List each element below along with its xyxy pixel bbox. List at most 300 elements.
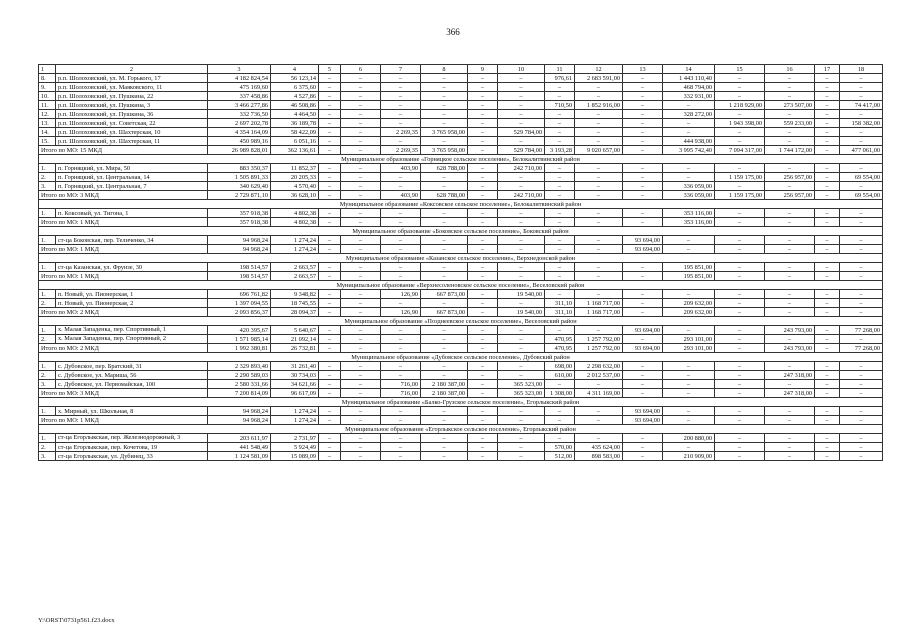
total-cell: – [468, 245, 498, 254]
total-cell: – [545, 218, 575, 227]
total-cell: – [663, 389, 715, 398]
value-cell: – [715, 407, 765, 416]
address-cell: с. Дубовское, пер. Братский, 31 [56, 362, 208, 371]
value-cell: 1 218 929,00 [715, 101, 765, 110]
value-cell: 435 624,00 [575, 443, 623, 452]
value-cell: – [545, 164, 575, 173]
value-cell: – [381, 209, 421, 218]
total-cell: 195 851,00 [663, 272, 715, 281]
value-cell: 209 632,00 [663, 299, 715, 308]
value-cell: 94 968,24 [208, 236, 271, 245]
value-cell: – [498, 173, 545, 182]
total-label: Итого по МО: 3 МКД [39, 389, 208, 398]
value-cell: – [545, 434, 575, 443]
address-cell: р.п. Шолоховский, ул. Пушкина, 22 [56, 92, 208, 101]
value-cell: – [468, 92, 498, 101]
row-number: 3. [39, 452, 56, 461]
value-cell: – [498, 74, 545, 83]
total-cell: 1 744 172,00 [765, 146, 815, 155]
value-cell: 30 734,03 [271, 371, 319, 380]
value-cell: – [715, 74, 765, 83]
page-number: 366 [446, 27, 460, 37]
municipality-name: Муниципальное образование «Казанское сельское поселение», Верхнедонской район [39, 254, 883, 263]
value-cell: 2 290 589,03 [208, 371, 271, 380]
total-cell: – [319, 245, 341, 254]
table-row [39, 119, 883, 128]
value-cell: – [341, 182, 381, 191]
value-cell: – [575, 119, 623, 128]
total-cell: – [381, 344, 421, 353]
total-cell: – [815, 416, 840, 425]
value-cell: 450 989,16 [208, 137, 271, 146]
value-cell: 247 318,00 [765, 371, 815, 380]
total-cell: 36 628,10 [271, 191, 319, 200]
value-cell: – [715, 182, 765, 191]
value-cell: 2 697 202,78 [208, 119, 271, 128]
value-cell: – [765, 92, 815, 101]
value-cell: – [663, 236, 715, 245]
total-cell: – [815, 245, 840, 254]
total-cell: – [545, 272, 575, 281]
value-cell: 1 168 717,00 [575, 299, 623, 308]
value-cell: – [498, 101, 545, 110]
table-row [39, 452, 883, 461]
value-cell: – [715, 164, 765, 173]
total-cell: 4 311 169,00 [575, 389, 623, 398]
table-row [39, 326, 883, 335]
total-row [39, 218, 883, 227]
value-cell: – [468, 407, 498, 416]
value-cell: – [319, 128, 341, 137]
total-cell: – [341, 272, 381, 281]
value-cell: – [840, 380, 883, 389]
value-cell: 1 505 891,33 [208, 173, 271, 182]
value-cell: 441 548,49 [208, 443, 271, 452]
municipality-header-row [39, 398, 883, 407]
total-cell: – [663, 245, 715, 254]
value-cell: 243 793,00 [765, 326, 815, 335]
value-cell: – [468, 137, 498, 146]
total-cell: – [468, 146, 498, 155]
municipality-header-row [39, 155, 883, 164]
value-cell: 716,00 [381, 380, 421, 389]
value-cell: – [663, 371, 715, 380]
value-cell: – [623, 164, 663, 173]
table-row [39, 173, 883, 182]
value-cell: – [815, 182, 840, 191]
value-cell: 328 272,00 [663, 110, 715, 119]
value-cell: – [498, 299, 545, 308]
value-cell: 336 059,00 [663, 182, 715, 191]
column-number-header: 4 [271, 65, 319, 74]
row-number: 3. [39, 380, 56, 389]
value-cell: – [498, 443, 545, 452]
value-cell: – [815, 299, 840, 308]
total-cell: 93 694,00 [623, 416, 663, 425]
value-cell: – [468, 326, 498, 335]
value-cell: – [663, 443, 715, 452]
value-cell: – [663, 326, 715, 335]
value-cell: – [623, 182, 663, 191]
value-cell: – [468, 362, 498, 371]
total-cell: 198 514,57 [208, 272, 271, 281]
total-cell: – [545, 245, 575, 254]
value-cell: – [341, 83, 381, 92]
value-cell: – [575, 128, 623, 137]
value-cell: – [341, 443, 381, 452]
table-row [39, 290, 883, 299]
value-cell: – [341, 236, 381, 245]
value-cell: – [421, 101, 468, 110]
total-cell: 96 617,09 [271, 389, 319, 398]
total-cell: 242 710,00 [498, 191, 545, 200]
total-cell: 7 094 317,00 [715, 146, 765, 155]
value-cell: 2 663,57 [271, 263, 319, 272]
value-cell: – [498, 371, 545, 380]
value-cell: – [765, 299, 815, 308]
total-cell: – [575, 245, 623, 254]
value-cell: 15 089,09 [271, 452, 319, 461]
total-cell: – [715, 272, 765, 281]
municipality-header-row [39, 281, 883, 290]
address-cell: р.п. Шолоховский, ул. Пушкина, 3 [56, 101, 208, 110]
value-cell: – [575, 92, 623, 101]
value-cell: – [468, 74, 498, 83]
value-cell: – [421, 362, 468, 371]
value-cell: – [815, 443, 840, 452]
value-cell: – [623, 101, 663, 110]
address-cell: р.п. Шолоховский, ул. М. Горького, 17 [56, 74, 208, 83]
value-cell: – [815, 335, 840, 344]
value-cell: – [341, 380, 381, 389]
total-cell: – [715, 218, 765, 227]
total-cell: 362 136,61 [271, 146, 319, 155]
value-cell: – [840, 434, 883, 443]
value-cell: 56 123,14 [271, 74, 319, 83]
total-cell: – [468, 191, 498, 200]
total-cell: 3 765 958,00 [421, 146, 468, 155]
value-cell: – [715, 443, 765, 452]
value-cell: 4 354 164,09 [208, 128, 271, 137]
total-cell: – [421, 272, 468, 281]
row-number: 11. [39, 101, 56, 110]
total-cell: – [381, 218, 421, 227]
value-cell: 475 169,60 [208, 83, 271, 92]
value-cell: – [421, 110, 468, 119]
value-cell: – [765, 137, 815, 146]
value-cell: 628 788,00 [421, 164, 468, 173]
value-cell: – [623, 443, 663, 452]
table-row [39, 299, 883, 308]
value-cell: – [765, 434, 815, 443]
value-cell: – [421, 452, 468, 461]
value-cell: – [815, 173, 840, 182]
value-cell: – [840, 452, 883, 461]
value-cell: – [623, 173, 663, 182]
column-number-header: 14 [663, 65, 715, 74]
value-cell: – [840, 92, 883, 101]
value-cell: 710,50 [545, 101, 575, 110]
total-cell: 311,10 [545, 308, 575, 317]
total-cell: – [575, 218, 623, 227]
total-cell: 2 663,57 [271, 272, 319, 281]
value-cell: – [840, 128, 883, 137]
total-cell: 365 323,00 [498, 389, 545, 398]
address-cell: р.п. Шолоховский, ул. Шахтерская, 11 [56, 137, 208, 146]
table-row [39, 137, 883, 146]
value-cell: – [498, 182, 545, 191]
value-cell: – [341, 263, 381, 272]
value-cell: 58 422,09 [271, 128, 319, 137]
value-cell: – [498, 407, 545, 416]
address-cell: ст-ца Егорлыкская, пер. Железнодорожный, 3 [56, 434, 208, 443]
value-cell: – [468, 335, 498, 344]
value-cell: – [498, 110, 545, 119]
value-cell: – [840, 335, 883, 344]
value-cell: – [319, 110, 341, 119]
table-row [39, 182, 883, 191]
value-cell: – [815, 362, 840, 371]
value-cell: – [421, 119, 468, 128]
value-cell: 195 851,00 [663, 263, 715, 272]
table-row [39, 164, 883, 173]
value-cell: – [815, 326, 840, 335]
total-cell: 293 101,00 [663, 344, 715, 353]
value-cell: 2 298 632,00 [575, 362, 623, 371]
value-cell: – [765, 164, 815, 173]
value-cell: 559 233,00 [765, 119, 815, 128]
total-cell: – [815, 218, 840, 227]
value-cell: – [421, 335, 468, 344]
municipality-header-row [39, 254, 883, 263]
total-cell: – [715, 344, 765, 353]
total-cell: 470,95 [545, 344, 575, 353]
total-cell: 667 873,00 [421, 308, 468, 317]
total-cell: – [319, 218, 341, 227]
total-label: Итого по МО: 1 МКД [39, 272, 208, 281]
value-cell: – [623, 362, 663, 371]
value-cell: – [468, 443, 498, 452]
value-cell: – [421, 74, 468, 83]
value-cell: – [319, 101, 341, 110]
total-cell: – [319, 272, 341, 281]
value-cell: – [381, 92, 421, 101]
value-cell: – [341, 173, 381, 182]
value-cell: – [545, 92, 575, 101]
value-cell: 340 629,40 [208, 182, 271, 191]
total-cell: – [715, 308, 765, 317]
value-cell: – [715, 371, 765, 380]
value-cell: – [381, 182, 421, 191]
value-cell: – [498, 209, 545, 218]
value-cell: – [381, 299, 421, 308]
column-number-header: 13 [623, 65, 663, 74]
total-cell: 247 318,00 [765, 389, 815, 398]
value-cell: – [341, 290, 381, 299]
address-cell: ст-ца Казанская, ул. Фрунзе, 30 [56, 263, 208, 272]
value-cell: – [341, 164, 381, 173]
value-cell: – [381, 407, 421, 416]
value-cell: – [545, 173, 575, 182]
total-cell: 93 694,00 [623, 344, 663, 353]
value-cell: – [840, 209, 883, 218]
value-cell: 1 274,24 [271, 407, 319, 416]
total-cell: – [715, 245, 765, 254]
value-cell: – [381, 452, 421, 461]
total-row [39, 272, 883, 281]
row-number: 14. [39, 128, 56, 137]
total-cell: – [468, 389, 498, 398]
municipality-name: Муниципальное образование «Верхнесоленовское сельское поселение», Веселовский район [39, 281, 883, 290]
total-label: Итого по МО: 1 МКД [39, 416, 208, 425]
value-cell: – [341, 407, 381, 416]
table-row [39, 101, 883, 110]
value-cell: 200 880,00 [663, 434, 715, 443]
value-cell: – [815, 137, 840, 146]
value-cell: – [468, 290, 498, 299]
column-number-header: 11 [545, 65, 575, 74]
municipality-header-row [39, 200, 883, 209]
value-cell: 158 382,00 [840, 119, 883, 128]
total-row [39, 191, 883, 200]
value-cell: – [421, 236, 468, 245]
value-cell: 93 694,00 [623, 326, 663, 335]
total-cell: – [319, 344, 341, 353]
table-row [39, 209, 883, 218]
value-cell: – [381, 173, 421, 182]
value-cell: – [575, 434, 623, 443]
value-cell: 6 375,60 [271, 83, 319, 92]
address-cell: х. Мирный, ул. Школьная, 8 [56, 407, 208, 416]
table-row [39, 74, 883, 83]
total-cell: – [623, 389, 663, 398]
table-row [39, 371, 883, 380]
value-cell: – [421, 83, 468, 92]
total-cell: 94 968,24 [208, 416, 271, 425]
value-cell: – [715, 434, 765, 443]
value-cell: – [341, 335, 381, 344]
value-cell: – [715, 209, 765, 218]
value-cell: 77 268,00 [840, 326, 883, 335]
column-number-header: 15 [715, 65, 765, 74]
address-cell: с. Дубовское, ул. Первомайская, 100 [56, 380, 208, 389]
value-cell: – [341, 452, 381, 461]
value-cell: – [840, 290, 883, 299]
value-cell: 3 765 958,00 [421, 128, 468, 137]
value-cell: – [715, 299, 765, 308]
value-cell: – [319, 263, 341, 272]
value-cell: 46 508,86 [271, 101, 319, 110]
value-cell: – [498, 335, 545, 344]
value-cell: – [498, 326, 545, 335]
value-cell: – [623, 119, 663, 128]
total-row [39, 416, 883, 425]
column-number-header: 9 [468, 65, 498, 74]
row-number: 8. [39, 74, 56, 83]
value-cell: – [319, 335, 341, 344]
value-cell: – [468, 380, 498, 389]
value-cell: – [815, 110, 840, 119]
value-cell: – [498, 83, 545, 92]
value-cell: – [421, 92, 468, 101]
value-cell: 203 611,97 [208, 434, 271, 443]
value-cell: 4 802,38 [271, 209, 319, 218]
value-cell: 3 466 277,86 [208, 101, 271, 110]
value-cell: – [421, 407, 468, 416]
value-cell: – [319, 443, 341, 452]
value-cell: 337 458,86 [208, 92, 271, 101]
value-cell: – [815, 263, 840, 272]
value-cell: – [545, 263, 575, 272]
value-cell: – [498, 362, 545, 371]
value-cell: – [575, 263, 623, 272]
total-cell: – [765, 416, 815, 425]
total-cell: – [498, 272, 545, 281]
total-cell: 2 180 387,00 [421, 389, 468, 398]
total-cell: – [815, 389, 840, 398]
value-cell: – [765, 209, 815, 218]
row-number: 2. [39, 443, 56, 452]
value-cell: – [341, 434, 381, 443]
value-cell: – [623, 335, 663, 344]
total-cell: – [623, 146, 663, 155]
row-number: 1. [39, 326, 56, 335]
total-cell: – [545, 416, 575, 425]
value-cell: – [815, 164, 840, 173]
total-cell: – [341, 344, 381, 353]
value-cell: – [468, 101, 498, 110]
column-number-header: 10 [498, 65, 545, 74]
value-cell: – [319, 119, 341, 128]
total-cell: – [421, 344, 468, 353]
row-number: 1. [39, 434, 56, 443]
municipality-header-row [39, 353, 883, 362]
row-number: 1. [39, 263, 56, 272]
value-cell: – [468, 128, 498, 137]
value-cell: – [715, 290, 765, 299]
total-cell: – [623, 272, 663, 281]
value-cell: 256 957,00 [765, 173, 815, 182]
value-cell: – [815, 101, 840, 110]
total-cell: 4 802,38 [271, 218, 319, 227]
value-cell: – [319, 74, 341, 83]
total-cell: 1 274,24 [271, 416, 319, 425]
value-cell: – [545, 407, 575, 416]
table-row [39, 83, 883, 92]
value-cell: – [319, 92, 341, 101]
column-number-header: 7 [381, 65, 421, 74]
total-cell: – [381, 416, 421, 425]
total-cell: – [341, 389, 381, 398]
value-cell: 357 918,38 [208, 209, 271, 218]
value-cell: – [840, 371, 883, 380]
total-cell: – [468, 308, 498, 317]
value-cell: 1 274,24 [271, 236, 319, 245]
value-cell: – [545, 128, 575, 137]
value-cell: – [468, 173, 498, 182]
value-cell: 898 583,00 [575, 452, 623, 461]
value-cell: – [341, 326, 381, 335]
value-cell: – [575, 209, 623, 218]
value-cell: 2 012 537,00 [575, 371, 623, 380]
total-cell: – [840, 272, 883, 281]
value-cell: – [381, 326, 421, 335]
total-cell: 94 968,24 [208, 245, 271, 254]
total-cell: – [319, 191, 341, 200]
address-cell: р.п. Шолоховский, ул. Пушкина, 36 [56, 110, 208, 119]
table-row [39, 236, 883, 245]
value-cell: – [765, 182, 815, 191]
